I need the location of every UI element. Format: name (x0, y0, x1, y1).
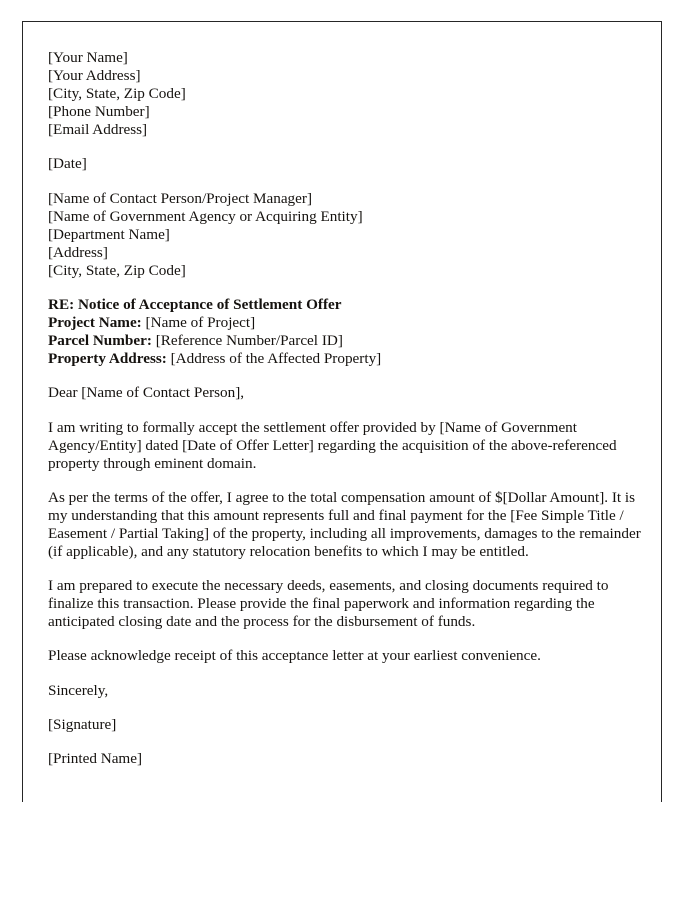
printed-name-line: [Printed Name] (48, 749, 143, 767)
date-line: [Date] (48, 155, 87, 173)
body-paragraph-1: I am writing to formally accept the settlement offer provided by [Name of Government Agency/Entity] dated [Date of Offer Letter] regarding the acquisition of the above-referenced property through eminent domain. (48, 418, 617, 472)
recipient-department: [Department Name] (48, 225, 170, 243)
recipient-address-block (48, 190, 642, 280)
sender-name: [Your Name] (48, 49, 128, 66)
letter-content (48, 49, 642, 784)
property-address-label: Property Address: (48, 350, 167, 368)
body-paragraph-3: I am prepared to execute the necessary deeds, easements, and closing documents required to finalize this transaction. Please provide the final paperwork and information regarding the anticipated closing date and the process for the disbursement of funds. (48, 577, 609, 631)
recipient-street: [Address] (48, 243, 108, 261)
letter-page (22, 21, 662, 802)
salutation-line: Dear [Name of Contact Person], (48, 384, 245, 402)
subject-block (48, 296, 642, 368)
sender-city-state-zip: [City, State, Zip Code] (48, 85, 186, 103)
project-name-field (48, 314, 642, 332)
recipient-agency: [Name of Government Agency or Acquiring Entity] (48, 207, 363, 225)
parcel-number-field (48, 332, 642, 350)
parcel-number-label: Parcel Number: (48, 332, 152, 350)
property-address-value: [Address of the Affected Property] (170, 350, 382, 368)
sender-phone: [Phone Number] (48, 103, 150, 121)
recipient-contact-person: [Name of Contact Person/Project Manager] (48, 189, 313, 207)
recipient-city-state-zip: [City, State, Zip Code] (48, 261, 186, 279)
date-block (48, 155, 642, 173)
property-address-field (48, 350, 642, 368)
re-line: RE: Notice of Acceptance of Settlement Offer (48, 296, 342, 314)
project-name-value: [Name of Project] (145, 314, 256, 332)
sender-address-block (48, 49, 642, 139)
body-paragraph-2: As per the terms of the offer, I agree to the total compensation amount of $[Dollar Amount]. It is my understanding that this amount represents full and final payment for the [Fee Simple Title / Easement / Partial Taking] of the property, including all improvements, damages to the remainder (if applicable), and any statutory relocation benefits to which I may be entitled. (48, 488, 641, 561)
closing-line: Sincerely, (48, 681, 109, 699)
signature-line: [Signature] (48, 715, 117, 733)
project-name-label: Project Name: (48, 314, 142, 332)
sender-street: [Your Address] (48, 67, 141, 85)
parcel-number-value: [Reference Number/Parcel ID] (155, 332, 343, 350)
sender-email: [Email Address] (48, 121, 148, 139)
body-paragraph-4: Please acknowledge receipt of this acceptance letter at your earliest convenience. (48, 647, 541, 665)
